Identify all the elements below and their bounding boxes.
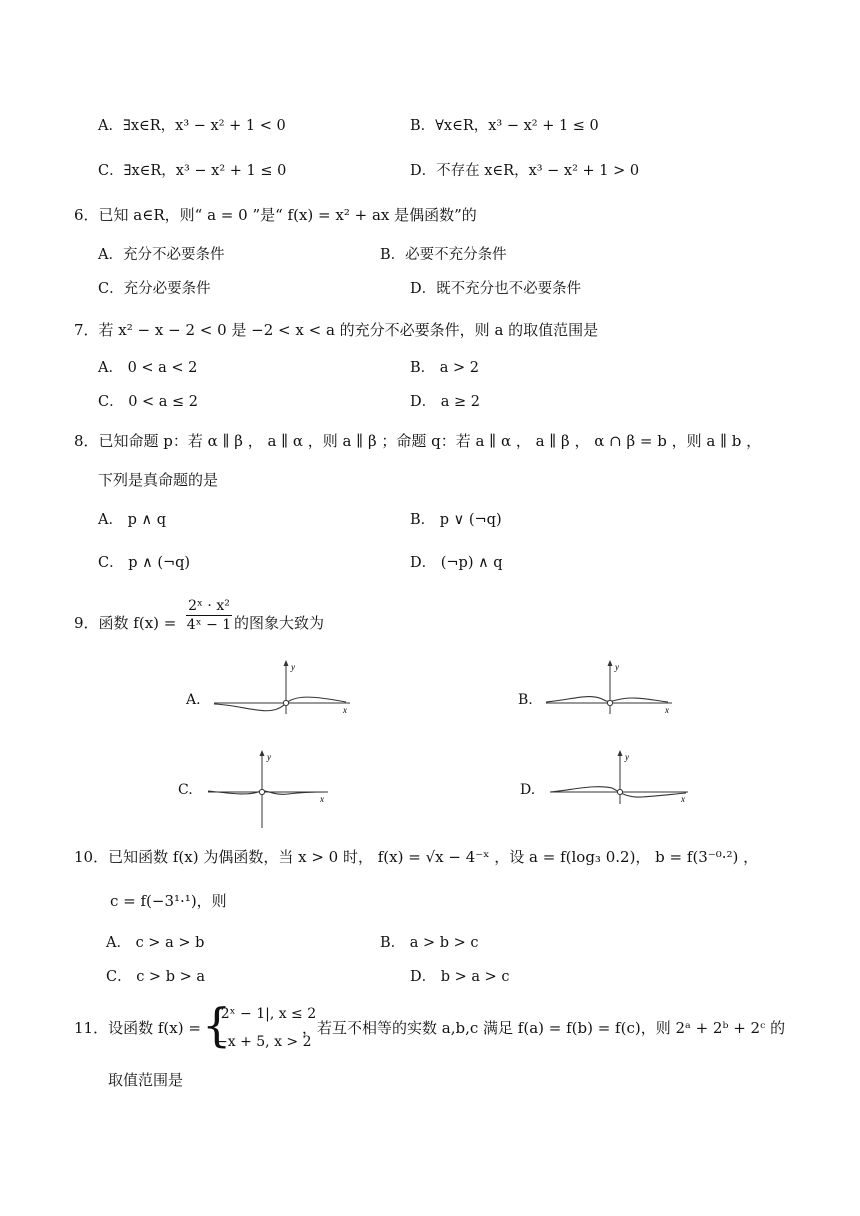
- q8-stem-line2: 下列是真命题的是: [98, 471, 219, 489]
- q5-option-a: A．∃x∈R，x³ − x² + 1 < 0: [98, 118, 286, 134]
- q9-b-y-label: y: [615, 662, 619, 672]
- q9-graph-c: [208, 748, 332, 830]
- q7-option-d: D． a ≥ 2: [410, 394, 480, 410]
- q6-option-a: A．充分不必要条件: [98, 247, 225, 263]
- q9-label-b: B.: [518, 692, 533, 708]
- q8-option-a: A． p ∧ q: [98, 512, 166, 528]
- q9-d-y-label: y: [625, 752, 629, 762]
- q6-option-b: B．必要不充分条件: [380, 247, 507, 263]
- q11-stem-suffix: ，若互不相等的实数 a,b,c 满足 f(a) = f(b) = f(c)，则 2ᵃ + 2ᵇ + 2ᶜ 的: [302, 1019, 786, 1037]
- q9-fraction: [186, 597, 232, 634]
- q8-option-c: C． p ∧ (¬q): [98, 555, 191, 571]
- q9-c-y-label: y: [267, 752, 271, 762]
- q5-option-d: D．不存在 x∈R，x³ − x² + 1 > 0: [410, 163, 640, 179]
- q5-option-b: B．∀x∈R，x³ − x² + 1 ≤ 0: [410, 118, 599, 134]
- q8-option-b: B． p ∨ (¬q): [410, 512, 502, 528]
- q9-a-y-label: y: [291, 662, 295, 672]
- q7-option-a: A． 0 < a < 2: [98, 360, 198, 376]
- q7-stem: 7．若 x² − x − 2 < 0 是 −2 < x < a 的充分不必要条件，则 a 的取值范围是: [74, 321, 599, 339]
- q9-label-c: C.: [178, 782, 193, 798]
- q10-option-a: A． c > a > b: [106, 935, 205, 951]
- q11-case1: |2ˣ − 1|, x ≤ 2: [216, 1006, 317, 1022]
- q6-stem: 6．已知 a∈R，则“ a = 0 ”是“ f(x) = x² + ax 是偶函数”的: [74, 206, 477, 224]
- q9-denominator: 4ˣ − 1: [186, 617, 232, 633]
- q11-case2: −x + 5, x > 2: [216, 1034, 312, 1050]
- q10-option-d: D． b > a > c: [410, 969, 510, 985]
- q6-option-d: D．既不充分也不必要条件: [410, 281, 582, 297]
- q11-stem-prefix: 11．设函数 f(x) =: [74, 1019, 201, 1037]
- q9-d-x-label: x: [681, 794, 685, 804]
- q6-option-c: C．充分必要条件: [98, 281, 211, 297]
- q9-label-d: D.: [520, 782, 536, 798]
- q8-option-d: D． (¬p) ∧ q: [410, 555, 503, 571]
- q10-stem: 10．已知函数 f(x) 为偶函数，当 x > 0 时， f(x) = √x − 4⁻ˣ ，设 a = f(log₃ 0.2)， b = f(3⁻⁰·²) ，: [74, 848, 759, 866]
- q9-numerator: 2ˣ · x²: [188, 598, 230, 614]
- q7-option-c: C． 0 < a ≤ 2: [98, 394, 199, 410]
- q9-label-a: A.: [186, 692, 201, 708]
- q9-graph-b: [546, 658, 676, 716]
- q10-stem-line2: c = f(−3¹·¹)，则: [110, 892, 227, 910]
- q11-stem-line2: 取值范围是: [108, 1071, 184, 1089]
- q8-stem: 8．已知命题 p：若 α ∥ β ， a ∥ α ，则 a ∥ β ；命题 q：若 a ∥ α ， a ∥ β ， α ∩ β = b ，则 a ∥ b ，: [74, 432, 762, 450]
- q9-a-x-label: x: [343, 705, 347, 715]
- q9-stem-suffix: 的图象大致为: [234, 614, 325, 632]
- q7-option-b: B． a > 2: [410, 360, 480, 376]
- q9-graph-a: [214, 658, 354, 716]
- q9-b-x-label: x: [665, 705, 669, 715]
- q9-stem-prefix: 9．函数 f(x) =: [74, 614, 177, 632]
- q9-graph-d: [550, 748, 692, 806]
- q11-brace: {: [202, 998, 232, 1052]
- q10-option-c: C． c > b > a: [106, 969, 205, 985]
- q5-option-c: C．∃x∈R，x³ − x² + 1 ≤ 0: [98, 163, 287, 179]
- q10-option-b: B． a > b > c: [380, 935, 479, 951]
- q9-c-x-label: x: [320, 794, 324, 804]
